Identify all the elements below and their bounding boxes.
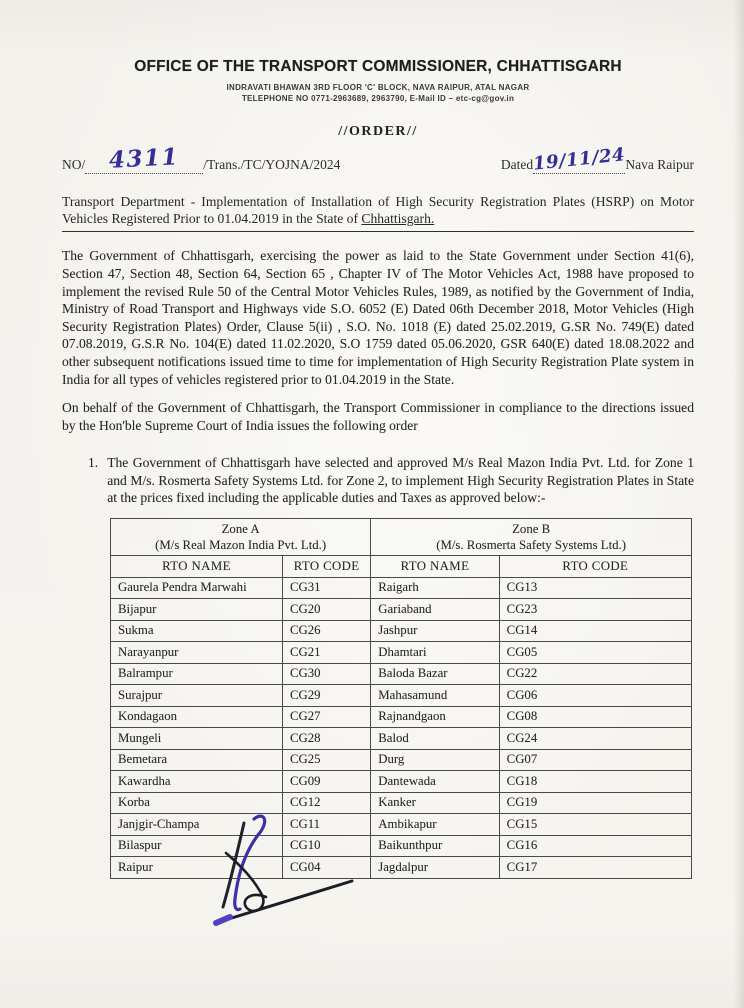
rto-code-cell: CG13	[499, 577, 691, 599]
rto-code-cell: CG06	[499, 685, 691, 707]
rto-name-cell: Korba	[111, 792, 283, 814]
date-dotted-line	[532, 144, 627, 175]
column-header-rto-name-b: RTO NAME	[371, 556, 499, 578]
rto-code-cell: CG18	[499, 771, 691, 793]
table-row	[111, 577, 692, 599]
zone-b-header	[371, 519, 692, 556]
subject-underlined-word: Chhattisgarh.	[361, 211, 435, 227]
rto-code-cell: CG19	[499, 792, 691, 814]
table-row	[111, 857, 692, 879]
rto-name-cell: Durg	[371, 749, 499, 771]
rto-name-cell: Baikunthpur	[371, 835, 499, 857]
rto-name-cell: Dantewada	[371, 771, 499, 793]
rto-name-cell: Surajpur	[111, 685, 283, 707]
rto-name-cell: Mahasamund	[371, 685, 499, 707]
rto-name-cell: Sukma	[111, 620, 283, 642]
rto-name-cell: Kawardha	[111, 771, 283, 793]
reference-date-place	[500, 144, 694, 175]
table-row	[111, 814, 692, 836]
rto-name-cell: Kanker	[371, 792, 499, 814]
table-row	[111, 749, 692, 771]
zone-b-title: Zone B	[512, 522, 551, 537]
zone-a-header	[111, 519, 371, 556]
reference-number-suffix: /Trans./TC/YOJNA/2024	[203, 157, 341, 172]
table-row	[111, 620, 692, 642]
column-header-rto-name-a: RTO NAME	[111, 556, 283, 578]
order-item-text: The Government of Chhattisgarh have selected and approved M/s Real Mazon India Pvt. Ltd. for Zone 1 and M/s. Rosmerta Safety Systems Ltd. for Zone 2, to implement High Security Registration Plates in State at the prices fixed including the applicable duties and Taxes as approved below:-	[107, 455, 694, 505]
rto-code-cell: CG16	[499, 835, 691, 857]
table-row	[111, 706, 692, 728]
reference-number	[62, 143, 341, 174]
rto-name-cell: Janjgir-Champa	[111, 814, 283, 836]
rto-zone-table-wrapper	[110, 518, 692, 879]
rto-code-cell: CG10	[282, 835, 370, 857]
order-heading: //ORDER//	[338, 124, 418, 139]
table-row	[111, 663, 692, 685]
table-row	[111, 642, 692, 664]
rto-name-cell: Kondagaon	[111, 706, 283, 728]
rto-code-cell: CG07	[499, 749, 691, 771]
rto-code-cell: CG05	[499, 642, 691, 664]
rto-code-cell: CG29	[282, 685, 370, 707]
rto-name-cell: Bemetara	[111, 749, 283, 771]
rto-name-cell: Mungeli	[111, 728, 283, 750]
rto-code-cell: CG08	[499, 706, 691, 728]
rto-code-cell: CG25	[282, 749, 370, 771]
place-label: Nava Raipur	[625, 157, 694, 172]
rto-code-cell: CG09	[282, 771, 370, 793]
column-header-rto-code-a: RTO CODE	[282, 556, 370, 578]
rto-code-cell: CG14	[499, 620, 691, 642]
rto-code-cell: CG27	[282, 706, 370, 728]
subject-text: Transport Department - Implementation of Installation of High Security Registration Plates (HSRP) on Motor Vehicles Registered Prior to 01.04.2019 in the State of	[62, 194, 694, 227]
rto-name-cell: Balrampur	[111, 663, 283, 685]
reference-number-dotted-line	[85, 143, 203, 174]
table-row	[111, 599, 692, 621]
rto-name-cell: Bijapur	[111, 599, 283, 621]
rto-code-cell: CG04	[282, 857, 370, 879]
rto-code-cell: CG22	[499, 663, 691, 685]
subject-line	[62, 193, 694, 232]
handwritten-reference-number: 4311	[108, 143, 180, 174]
rto-zone-table	[110, 518, 692, 879]
rto-name-cell: Balod	[371, 728, 499, 750]
rto-code-cell: CG21	[282, 642, 370, 664]
reference-number-prefix: NO/	[62, 157, 86, 172]
zone-a-vendor: (M/s Real Mazon India Pvt. Ltd.)	[155, 538, 327, 553]
column-header-row	[111, 556, 692, 578]
zone-b-vendor: (M/s. Rosmerta Safety Systems Ltd.)	[436, 538, 627, 553]
office-title: OFFICE OF THE TRANSPORT COMMISSIONER, CHHATTISGARH	[134, 58, 622, 75]
reference-line	[62, 143, 694, 175]
rto-code-cell: CG11	[282, 814, 370, 836]
office-address: INDRAVATI BHAWAN 3RD FLOOR 'C' BLOCK, NAVA RAIPUR, ATAL NAGAR	[226, 83, 530, 92]
rto-code-cell: CG30	[282, 663, 370, 685]
rto-code-cell: CG12	[282, 792, 370, 814]
order-item-1	[62, 454, 694, 506]
rto-name-cell: Gaurela Pendra Marwahi	[111, 577, 283, 599]
rto-name-cell: Narayanpur	[111, 642, 283, 664]
rto-name-cell: Raigarh	[371, 577, 499, 599]
zone-a-title: Zone A	[221, 522, 260, 537]
rto-code-cell: CG24	[499, 728, 691, 750]
rto-name-cell: Raipur	[111, 857, 283, 879]
rto-name-cell: Bilaspur	[111, 835, 283, 857]
table-row	[111, 835, 692, 857]
body-paragraph-2: On behalf of the Government of Chhattisgarh, the Transport Commissioner in compliance to the directions issued by the Hon'ble Supreme Court of India issues the following order	[62, 400, 694, 433]
order-item-number: 1.	[88, 455, 99, 471]
rto-code-cell: CG17	[499, 857, 691, 879]
scan-edge-shadow	[734, 0, 744, 1008]
rto-code-cell: CG28	[282, 728, 370, 750]
rto-code-cell: CG20	[282, 599, 370, 621]
rto-name-cell: Dhamtari	[371, 642, 499, 664]
table-row	[111, 771, 692, 793]
column-header-rto-code-b: RTO CODE	[499, 556, 691, 578]
rto-table-body	[111, 577, 692, 878]
rto-code-cell: CG31	[282, 577, 370, 599]
handwritten-date: 19/11/24	[532, 144, 627, 175]
rto-name-cell: Jagdalpur	[371, 857, 499, 879]
rto-code-cell: CG26	[282, 620, 370, 642]
table-row	[111, 728, 692, 750]
table-row	[111, 685, 692, 707]
body-paragraph-1: The Government of Chhattisgarh, exercising the power as laid to the State Government under Section 41(6), Section 47, Section 48, Section 64, Section 65 , Chapter IV of The Motor Vehicles Act, 1988 have proposed to implement the revised Rule 50 of the Central Motor Vehicles Rules, 1989, as notified by the Government of India, Ministry of Road Transport and Highways vide S.O. 6052 (E) Dated 06th December 2018, Motor Vehicles (High Security Registration Plates) Order, Clause 5(ii) , S.O. No. 1018 (E) dated 25.02.2019, G.SR No. 749(E) dated 07.08.2019, G.S.R No. 104(E) dated 11.02.2020, S.O 1759 dated 05.06.2020, GSR 640(E) dated 18.08.2022 and other subsequent notifications issued time to time for implementation of High Security Registration Plate system in India for all types of vehicles registered prior to 01.04.2019 in the State.	[62, 248, 694, 387]
rto-name-cell: Baloda Bazar	[371, 663, 499, 685]
rto-name-cell: Ambikapur	[371, 814, 499, 836]
table-row	[111, 792, 692, 814]
letterhead	[62, 0, 694, 140]
dated-label: Dated	[500, 157, 534, 172]
zone-header-row	[111, 519, 692, 556]
rto-name-cell: Gariaband	[371, 599, 499, 621]
rto-code-cell: CG23	[499, 599, 691, 621]
rto-code-cell: CG15	[499, 814, 691, 836]
office-contact: TELEPHONE NO 0771-2963689, 2963790, E-Mail ID – etc-cg@gov.in	[241, 94, 515, 103]
rto-name-cell: Jashpur	[371, 620, 499, 642]
rto-name-cell: Rajnandgaon	[371, 706, 499, 728]
